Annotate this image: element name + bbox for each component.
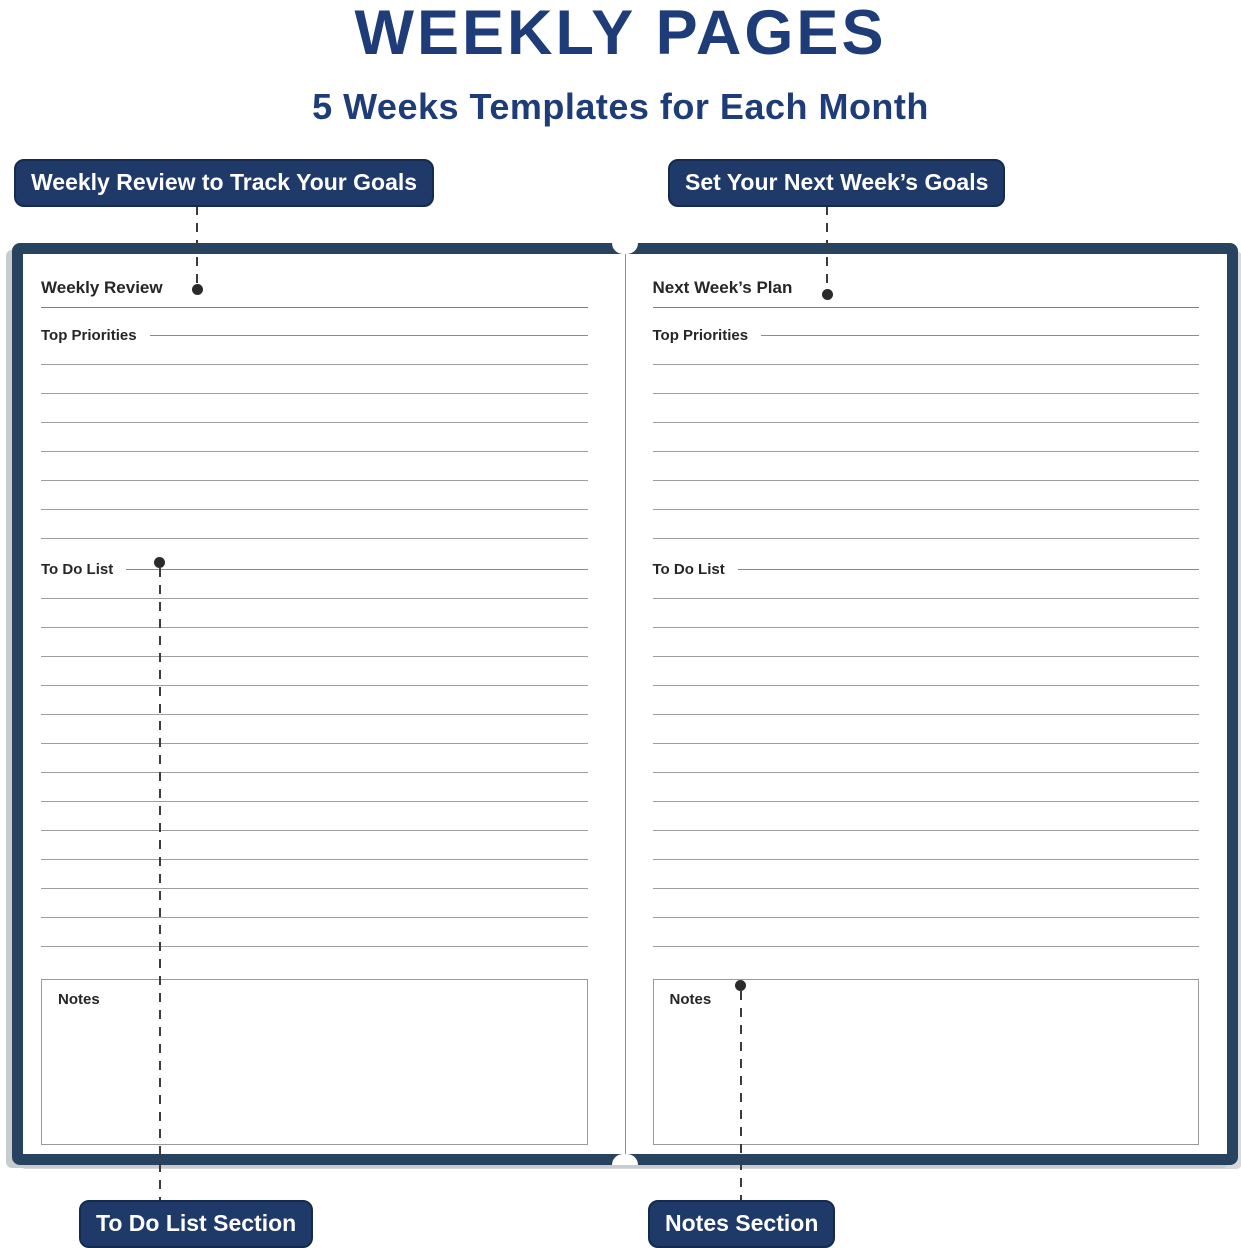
right-top-priorities-section [653,327,1200,539]
ruled-line [41,570,588,599]
ruled-line [653,831,1200,860]
planner-book [12,243,1238,1165]
ruled-line [653,860,1200,889]
ruled-line [41,773,588,802]
ruled-line [653,773,1200,802]
ruled-line [653,570,1200,599]
todo-list-label: To Do List [41,561,114,578]
top-priorities-label: Top Priorities [41,327,137,344]
ruled-line [653,365,1200,394]
ruled-line [41,452,588,481]
leader-line-todo-section [159,568,161,1200]
ruled-line [41,628,588,657]
header [0,0,1241,125]
callout-next-week-goals: Set Your Next Week’s Goals [668,159,1005,207]
ruled-lines [653,336,1200,539]
ruled-line [41,918,588,947]
top-priorities-label: Top Priorities [652,327,749,344]
leader-dot-notes-section [735,980,746,991]
right-page-heading: Next Week’s Plan [652,278,793,297]
ruled-lines [653,570,1200,947]
ruled-line [653,394,1200,423]
callout-todo-list-section: To Do List Section [79,1200,313,1248]
ruled-line [653,599,1200,628]
ruled-line [653,686,1200,715]
ruled-line [41,744,588,773]
ruled-lines [41,570,588,947]
label-rule [761,335,1199,336]
ruled-line [653,889,1200,918]
left-notes-box [41,979,588,1145]
ruled-line [41,657,588,686]
spine-notch-top [612,243,638,254]
heading-rule [41,307,588,308]
ruled-line [653,510,1200,539]
book-spine-divider [625,254,626,1154]
ruled-line [41,599,588,628]
notes-label: Notes [669,991,712,1008]
page-title: WEEKLY PAGES [354,0,887,68]
todo-list-label: To Do List [652,561,725,578]
right-page [623,254,1228,1154]
callout-weekly-review: Weekly Review to Track Your Goals [14,159,434,207]
leader-dot-todo-section [154,557,165,568]
ruled-line [653,802,1200,831]
left-top-priorities-section [41,327,588,539]
ruled-line [653,628,1200,657]
ruled-line [653,481,1200,510]
ruled-line [653,423,1200,452]
heading-rule [653,307,1200,308]
ruled-line [653,744,1200,773]
ruled-line [653,918,1200,947]
ruled-line [653,452,1200,481]
ruled-line [41,889,588,918]
page-subtitle: 5 Weeks Templates for Each Month [312,86,929,127]
right-todo-section [653,561,1200,947]
right-notes-box [653,979,1200,1145]
leader-line-weekly-review [196,206,198,284]
left-page [23,254,623,1154]
label-rule [738,569,1199,570]
ruled-line [41,831,588,860]
leader-line-next-week [826,206,828,289]
ruled-line [653,715,1200,744]
left-todo-section [41,561,588,947]
spine-notch-bottom [612,1154,638,1165]
ruled-line [41,860,588,889]
ruled-line [41,715,588,744]
ruled-lines [41,336,588,539]
ruled-line [41,686,588,715]
leader-dot-weekly-review [192,284,203,295]
left-page-heading: Weekly Review [41,278,163,297]
callout-notes-section: Notes Section [648,1200,835,1248]
ruled-line [41,510,588,539]
ruled-line [41,365,588,394]
label-rule [126,569,587,570]
leader-line-notes-section [740,991,742,1200]
notes-label: Notes [58,991,100,1008]
ruled-line [653,657,1200,686]
leader-dot-next-week [822,289,833,300]
ruled-line [41,481,588,510]
label-rule [150,335,588,336]
ruled-line [41,394,588,423]
ruled-line [41,802,588,831]
ruled-line [41,423,588,452]
